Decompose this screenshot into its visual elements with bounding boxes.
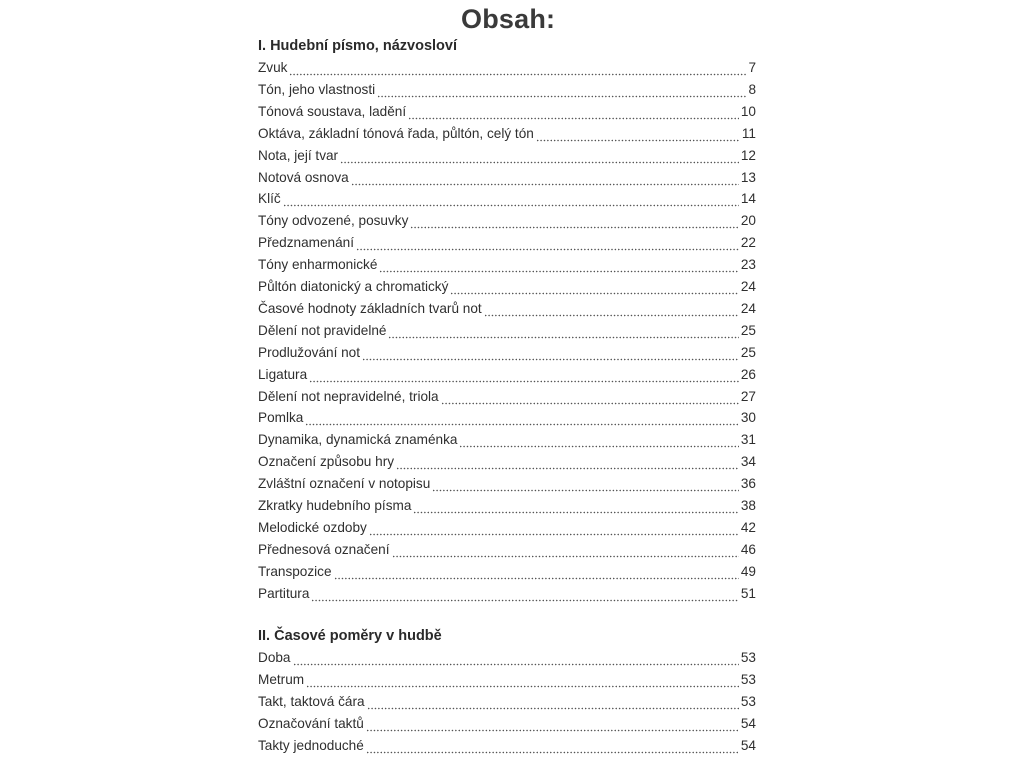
dot-leader bbox=[484, 303, 739, 317]
toc-entry-title: Přednesová označení bbox=[258, 541, 390, 557]
toc-entry bbox=[258, 410, 756, 430]
toc-entry bbox=[258, 82, 756, 102]
toc-entry-page-number: 31 bbox=[740, 432, 756, 448]
toc-entry bbox=[258, 148, 756, 168]
dot-leader bbox=[306, 674, 739, 688]
toc-entry bbox=[258, 126, 756, 146]
toc-entry-page-number: 49 bbox=[740, 563, 756, 579]
toc-entry-title: Ligatura bbox=[258, 366, 308, 382]
toc-entry-title: Dynamika, dynamická znaménka bbox=[258, 432, 458, 448]
toc-entry-page-number: 27 bbox=[740, 388, 756, 404]
toc-entry-page-number: 11 bbox=[741, 125, 756, 141]
dot-leader bbox=[351, 172, 739, 186]
toc-entry bbox=[258, 542, 756, 562]
toc-entry bbox=[258, 170, 756, 190]
dot-leader bbox=[441, 391, 739, 405]
toc-entry-title: Předznamenání bbox=[258, 235, 354, 251]
dot-leader bbox=[283, 193, 739, 207]
toc-entry-title: Takt, taktová čára bbox=[258, 693, 365, 709]
toc-entry bbox=[258, 191, 756, 211]
dot-leader bbox=[392, 544, 739, 558]
toc-entry-page-number: 24 bbox=[740, 279, 756, 294]
toc-entry-title: Takty jednoduché bbox=[258, 737, 364, 753]
page-title: Obsah: bbox=[461, 4, 556, 34]
toc-entry-page-number: 42 bbox=[740, 519, 756, 535]
toc-entry-page-number: 24 bbox=[740, 300, 756, 316]
dot-leader bbox=[334, 566, 739, 580]
toc-entry-title: Prodlužování not bbox=[258, 344, 361, 360]
toc-entry-title: Časové hodnoty základních tvarů not bbox=[258, 300, 482, 316]
toc-entry bbox=[258, 454, 756, 474]
toc-entry bbox=[258, 104, 756, 124]
dot-leader bbox=[432, 478, 739, 492]
toc-entry-page-number: 12 bbox=[740, 147, 756, 163]
dot-leader bbox=[340, 150, 739, 164]
toc-entry bbox=[258, 520, 756, 540]
dot-leader bbox=[289, 62, 746, 76]
toc-entry bbox=[258, 498, 756, 518]
dot-leader bbox=[309, 369, 739, 383]
toc-entry-page-number: 53 bbox=[740, 693, 756, 709]
toc-entry-title: Označování taktů bbox=[258, 715, 364, 731]
dot-leader bbox=[450, 281, 738, 295]
dot-leader bbox=[369, 522, 739, 536]
dot-leader bbox=[459, 434, 738, 448]
dot-leader bbox=[305, 412, 739, 426]
toc-entry-page-number: 30 bbox=[740, 410, 756, 426]
toc-entry-title: Tónová soustava, ladění bbox=[258, 103, 407, 119]
toc-entry bbox=[258, 586, 756, 606]
toc-entry bbox=[258, 738, 756, 758]
toc-entry-title: Partitura bbox=[258, 585, 310, 601]
toc-entry-title: Oktáva, základní tónová řada, půltón, celý tón bbox=[258, 125, 534, 141]
toc-entry bbox=[258, 716, 756, 736]
toc-entry-title: Půltón diatonický a chromatický bbox=[258, 279, 449, 294]
toc-entry-page-number: 46 bbox=[740, 541, 756, 557]
toc-entry-title: Zvláštní označení v notopisu bbox=[258, 476, 431, 492]
toc-entry-page-number: 36 bbox=[740, 476, 756, 492]
dot-leader bbox=[388, 325, 738, 339]
toc-entry-page-number: 53 bbox=[740, 650, 756, 665]
dot-leader bbox=[536, 128, 740, 142]
dot-leader bbox=[410, 215, 739, 229]
toc-entry bbox=[258, 389, 756, 409]
section-heading: I. Hudební písmo, názvosloví bbox=[258, 38, 457, 54]
toc-entry-page-number: 25 bbox=[740, 344, 756, 360]
dot-leader bbox=[366, 740, 739, 754]
toc-entry-page-number: 13 bbox=[740, 169, 756, 185]
toc-entry-page-number: 53 bbox=[740, 671, 756, 687]
toc-entry-title: Označení způsobu hry bbox=[258, 454, 395, 470]
section-heading: II. Časové poměry v hudbě bbox=[258, 628, 442, 644]
toc-entry-page-number: 26 bbox=[740, 366, 756, 382]
toc-entry bbox=[258, 279, 756, 299]
toc-entry bbox=[258, 367, 756, 387]
toc-entry-page-number: 54 bbox=[740, 737, 756, 753]
toc-entry-title: Zvuk bbox=[258, 60, 288, 75]
dot-leader bbox=[362, 347, 739, 361]
toc-entry-title: Zkratky hudebního písma bbox=[258, 498, 412, 513]
toc-entry bbox=[258, 694, 756, 714]
dot-leader bbox=[366, 718, 739, 732]
toc-entry-title: Doba bbox=[258, 650, 291, 665]
toc-entry bbox=[258, 650, 756, 670]
dot-leader bbox=[379, 259, 738, 273]
toc-entry bbox=[258, 235, 756, 255]
toc-entry-title: Transpozice bbox=[258, 563, 332, 579]
toc-entry-page-number: 22 bbox=[740, 235, 756, 251]
toc-entry-title: Pomlka bbox=[258, 410, 304, 426]
toc-entry bbox=[258, 213, 756, 233]
dot-leader bbox=[293, 652, 739, 666]
toc-entry-title: Tóny odvozené, posuvky bbox=[258, 213, 409, 229]
toc-entry-title: Tón, jeho vlastnosti bbox=[258, 81, 376, 97]
toc-entry bbox=[258, 301, 756, 321]
dot-leader bbox=[377, 84, 746, 98]
toc-entry-title: Tóny enharmonické bbox=[258, 257, 378, 273]
toc-entry-title: Dělení not pravidelné bbox=[258, 322, 387, 338]
toc-entry-page-number: 25 bbox=[740, 322, 756, 338]
toc-entry-page-number: 23 bbox=[740, 257, 756, 273]
toc-entry-page-number: 8 bbox=[748, 81, 756, 97]
toc-entry-title: Nota, její tvar bbox=[258, 147, 339, 163]
dot-leader bbox=[367, 696, 739, 710]
toc-entry-page-number: 10 bbox=[740, 103, 756, 119]
toc-entry bbox=[258, 345, 756, 365]
toc-entry-page-number: 51 bbox=[740, 585, 756, 601]
dot-leader bbox=[396, 456, 739, 470]
toc-entry bbox=[258, 672, 756, 692]
toc-entry bbox=[258, 564, 756, 584]
toc-entry-title: Melodické ozdoby bbox=[258, 519, 367, 535]
toc-entry bbox=[258, 60, 756, 80]
toc-entry-page-number: 7 bbox=[748, 60, 756, 75]
dot-leader bbox=[408, 106, 739, 120]
document-page bbox=[258, 0, 768, 768]
toc-entry-title: Dělení not nepravidelné, triola bbox=[258, 388, 439, 404]
dot-leader bbox=[311, 588, 739, 602]
toc-entry-title: Klíč bbox=[258, 191, 281, 207]
toc-entry bbox=[258, 323, 756, 343]
toc-entry-page-number: 38 bbox=[740, 498, 756, 513]
toc-entry-title: Notová osnova bbox=[258, 169, 349, 185]
dot-leader bbox=[413, 500, 738, 514]
toc-entry-page-number: 34 bbox=[740, 454, 756, 470]
toc-entry-page-number: 20 bbox=[740, 213, 756, 229]
toc-entry-page-number: 54 bbox=[740, 715, 756, 731]
toc-entry-page-number: 14 bbox=[740, 191, 756, 207]
toc-entry bbox=[258, 257, 756, 277]
toc-entry bbox=[258, 476, 756, 496]
dot-leader bbox=[356, 237, 739, 251]
toc-entry bbox=[258, 432, 756, 452]
toc-entry-title: Metrum bbox=[258, 671, 305, 687]
